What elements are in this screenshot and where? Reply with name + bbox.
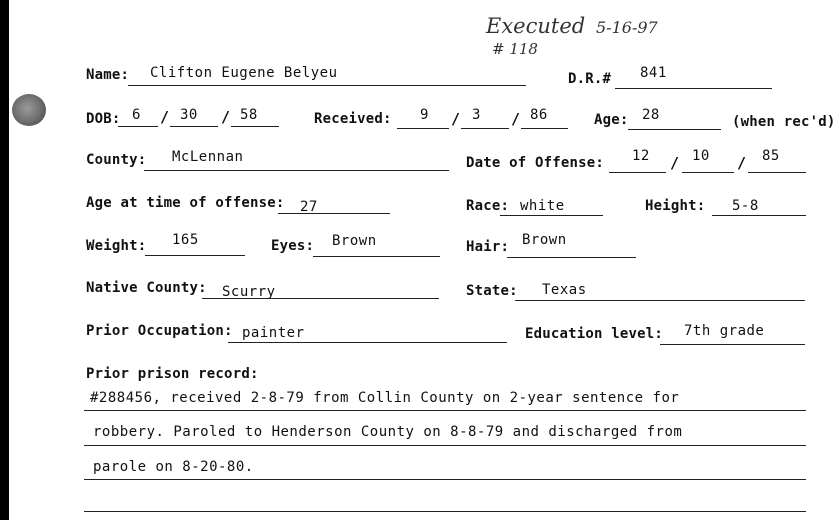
age-value: 28: [642, 107, 660, 123]
county-line: [144, 170, 449, 171]
dob-slash-2: /: [221, 108, 231, 126]
prior-record-rule-4: [84, 511, 806, 512]
offense-month: 12: [632, 148, 650, 164]
county-label: County:: [86, 152, 147, 168]
eyes-label: Eyes:: [271, 238, 315, 254]
prior-record-line-2: robbery. Paroled to Henderson County on 8-8-79 and discharged from: [93, 424, 683, 440]
dob-year-line: [231, 126, 279, 127]
education-value: 7th grade: [684, 323, 765, 339]
race-value: white: [520, 198, 565, 214]
dr-value: 841: [640, 65, 667, 81]
race-line: [500, 215, 603, 216]
executed-annotation: Executed: [486, 14, 586, 38]
name-line: [128, 85, 526, 86]
hair-label: Hair:: [466, 239, 510, 255]
received-day: 3: [472, 107, 481, 123]
state-label: State:: [466, 283, 518, 299]
received-day-line: [461, 128, 509, 129]
offense-date-label: Date of Offense:: [466, 155, 605, 171]
state-value: Texas: [542, 282, 587, 298]
dob-day: 30: [180, 107, 198, 123]
scan-black-edge: [0, 0, 9, 520]
dr-line: [615, 88, 772, 89]
weight-label: Weight:: [86, 238, 147, 254]
punch-hole: [12, 94, 46, 126]
received-month: 9: [420, 107, 429, 123]
offense-year-line: [748, 172, 806, 173]
height-line: [712, 215, 806, 216]
offense-day-line: [682, 172, 734, 173]
native-county-label: Native County:: [86, 280, 207, 296]
prior-occupation-label: Prior Occupation:: [86, 323, 233, 339]
dob-month: 6: [132, 107, 141, 123]
prior-record-rule-1: [84, 410, 806, 411]
eyes-value: Brown: [332, 233, 377, 249]
age-note: (when rec'd): [732, 114, 836, 130]
prior-record-line-3: parole on 8-20-80.: [93, 459, 254, 475]
received-label: Received:: [314, 111, 392, 127]
prior-record-label: Prior prison record:: [86, 366, 259, 382]
prior-record-rule-2: [84, 445, 806, 446]
weight-line: [145, 255, 245, 256]
age-at-offense-line: [278, 213, 390, 214]
dob-day-line: [170, 126, 218, 127]
prior-record-rule-3: [84, 479, 806, 480]
native-county-value: Scurry: [222, 284, 276, 300]
age-at-offense-label: Age at time of offense:: [86, 195, 285, 211]
received-month-line: [397, 128, 449, 129]
execution-number: # 118: [492, 40, 538, 58]
executed-date: 5-16-97: [596, 18, 658, 37]
offense-slash-2: /: [737, 154, 747, 172]
age-at-offense-value: 27: [300, 199, 318, 215]
name-label: Name:: [86, 67, 130, 83]
eyes-line: [313, 256, 440, 257]
height-value: 5-8: [732, 198, 759, 214]
native-county-line: [202, 298, 439, 299]
age-label: Age:: [594, 112, 629, 128]
hair-value: Brown: [522, 232, 567, 248]
education-line: [660, 344, 805, 345]
offense-slash-1: /: [670, 154, 680, 172]
education-label: Education level:: [525, 326, 664, 342]
prior-occupation-value: painter: [242, 325, 305, 341]
received-year: 86: [530, 107, 548, 123]
dob-label: DOB:: [86, 111, 121, 127]
weight-value: 165: [172, 232, 199, 248]
name-value: Clifton Eugene Belyeu: [150, 65, 338, 81]
county-value: McLennan: [172, 149, 244, 165]
state-line: [515, 300, 805, 301]
received-year-line: [521, 128, 568, 129]
dob-year: 58: [240, 107, 258, 123]
race-label: Race:: [466, 198, 510, 214]
received-slash-1: /: [451, 110, 461, 128]
dob-month-line: [118, 126, 158, 127]
prior-record-line-1: #288456, received 2-8-79 from Collin County on 2-year sentence for: [90, 390, 680, 406]
offense-day: 10: [692, 148, 710, 164]
dob-slash-1: /: [160, 108, 170, 126]
hair-line: [507, 257, 636, 258]
offense-year: 85: [762, 148, 780, 164]
age-line: [628, 129, 721, 130]
prior-occupation-line: [228, 342, 507, 343]
dr-label: D.R.#: [568, 71, 612, 87]
offense-month-line: [609, 172, 666, 173]
received-slash-2: /: [511, 110, 521, 128]
height-label: Height:: [645, 198, 706, 214]
